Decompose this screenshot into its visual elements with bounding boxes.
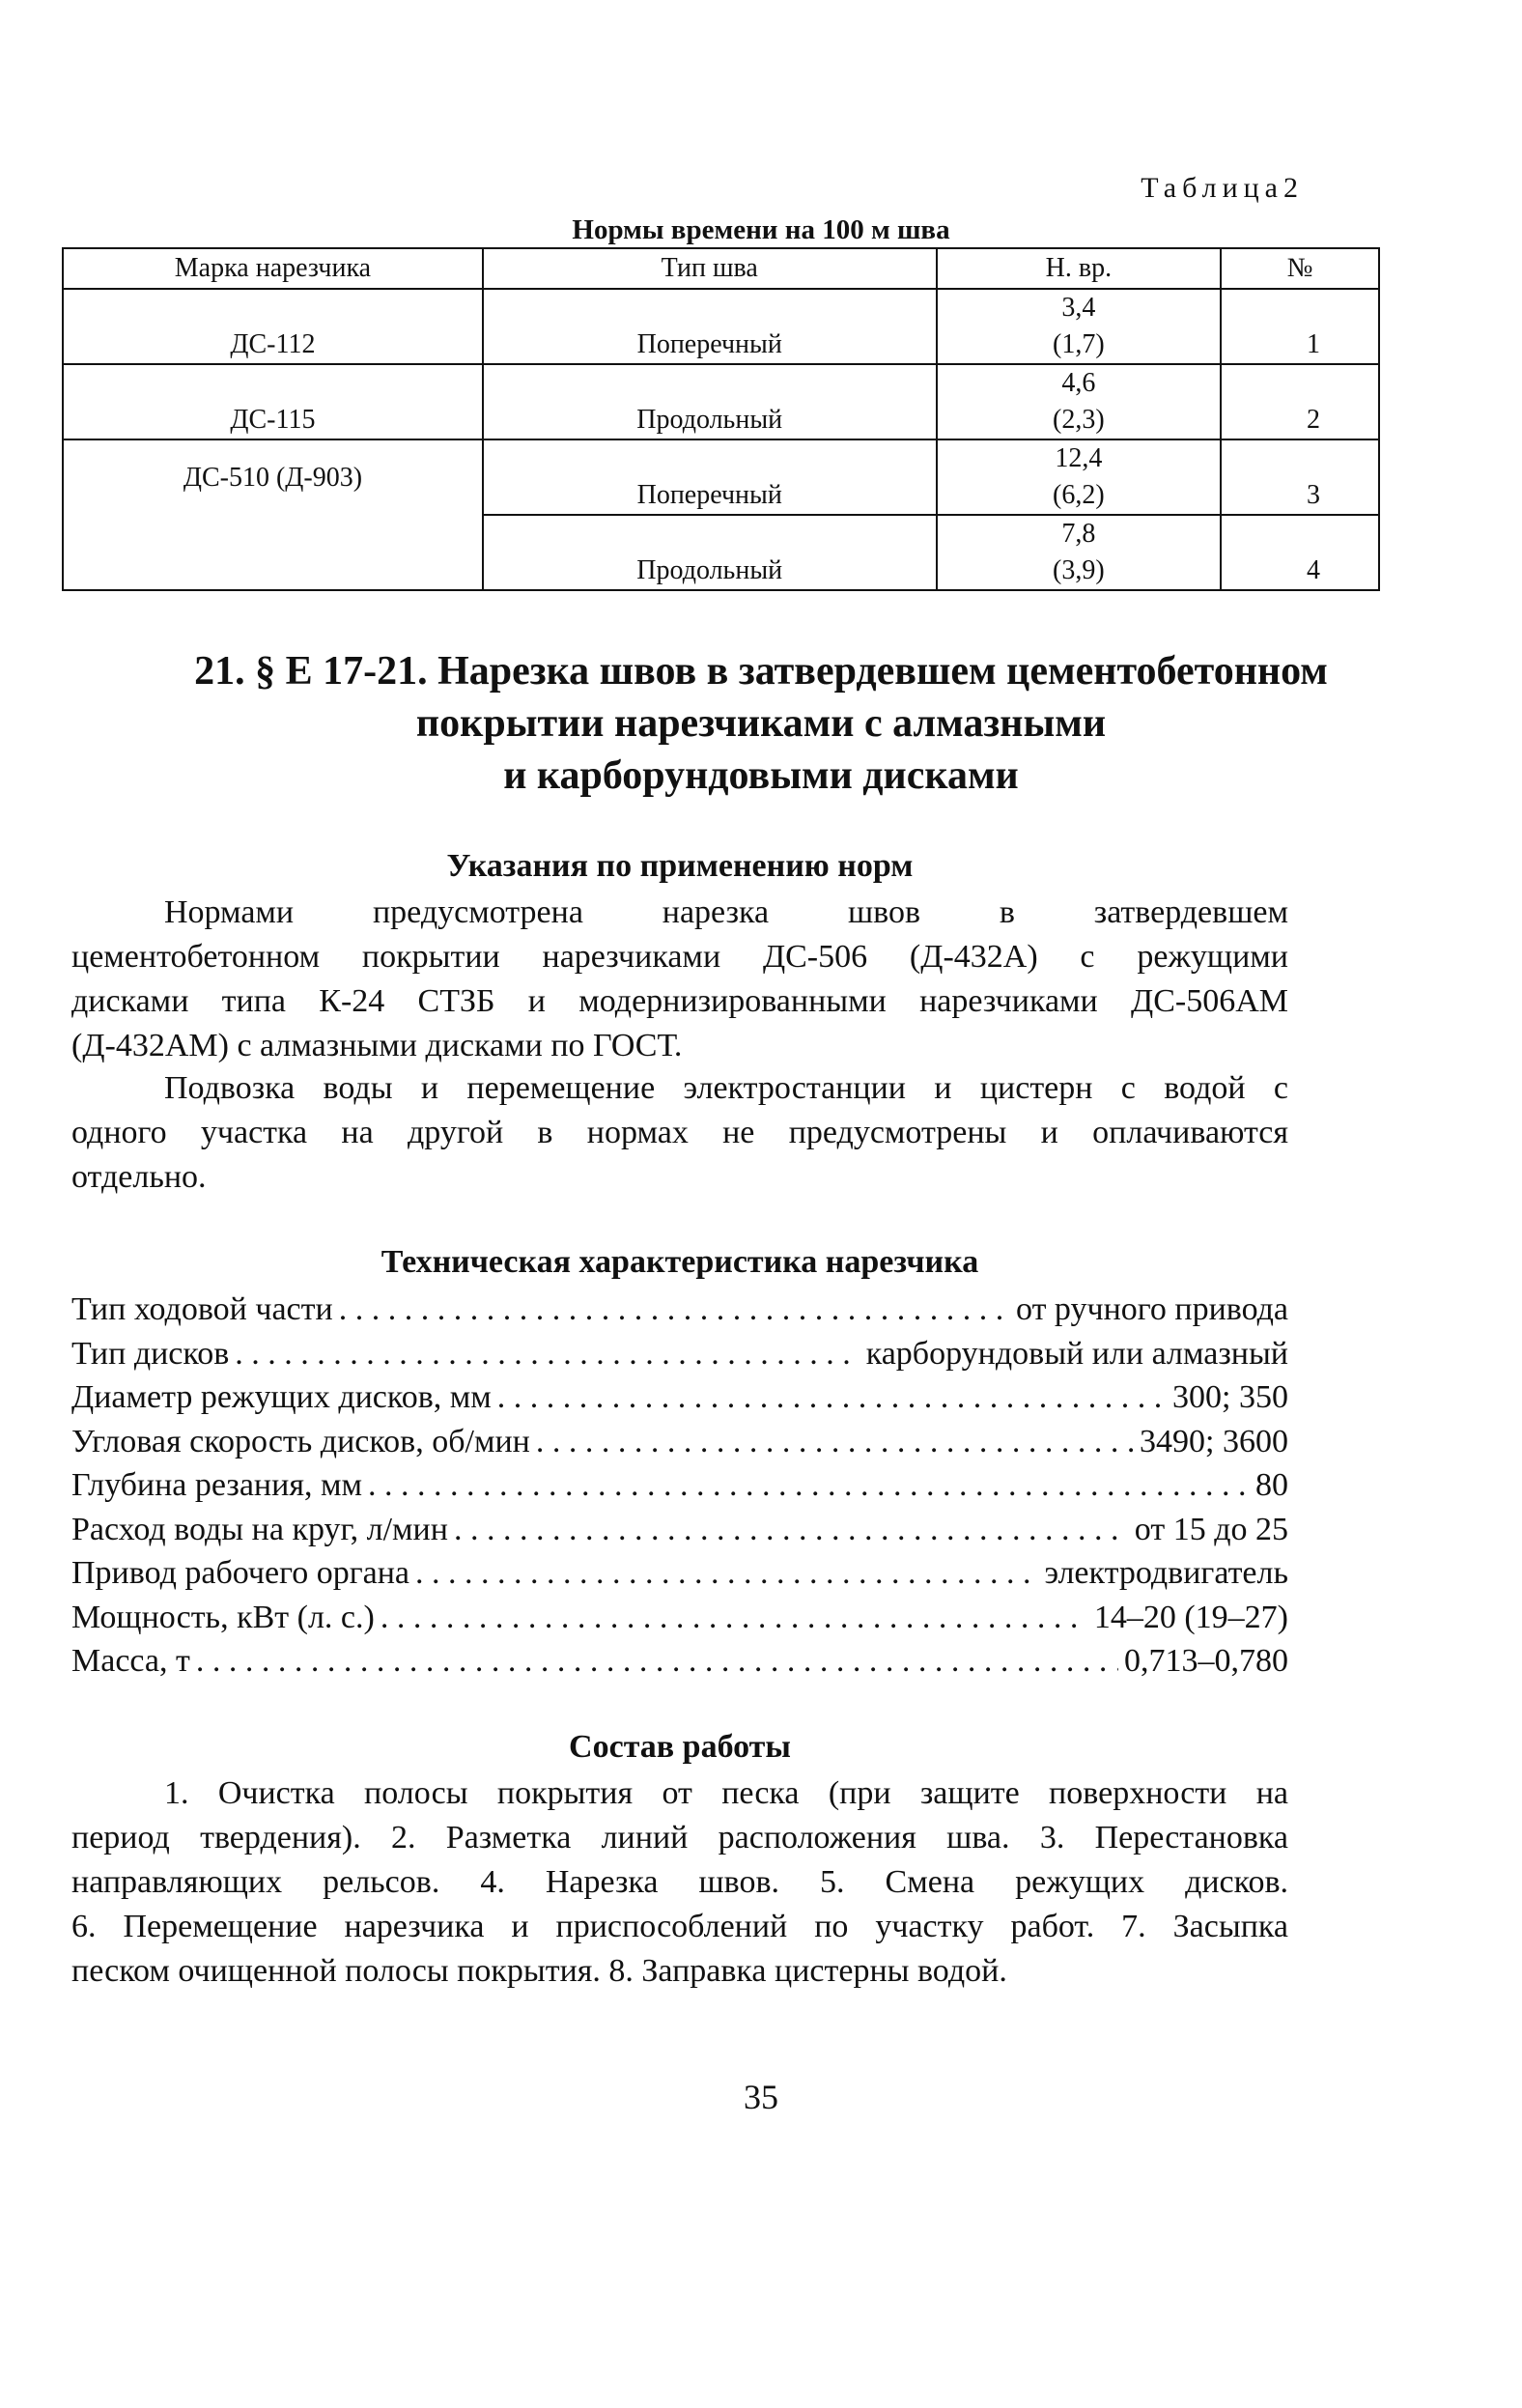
- leader-dots: [235, 1332, 860, 1376]
- spec-name: Угловая скорость дисков, об/мин: [71, 1423, 530, 1459]
- spec-value: 300; 350: [1172, 1379, 1288, 1415]
- paragraph-line: песком очищенной полосы покрытия. 8. Заправка цистерны водой.: [71, 1953, 1007, 1989]
- cell-seam-type: Продольный: [483, 515, 937, 590]
- spec-row: [71, 1551, 1288, 1596]
- specs-heading: Техническая характеристика нарезчика: [380, 1244, 979, 1280]
- time-norms-table: [62, 247, 1380, 591]
- spec-row: [71, 1463, 1288, 1508]
- spec-name: Масса, т: [71, 1643, 190, 1679]
- paragraph-line: дисками типа К-24 СТЗБ и модернизированными нарезчиками ДС-506АМ: [71, 983, 1288, 1019]
- cell-brand: ДС-510 (Д-903): [63, 439, 483, 590]
- leader-dots: [454, 1508, 1129, 1552]
- paragraph-line: цементобетонном покрытии нарезчиками ДС-506 (Д-432А) с режущими: [71, 939, 1288, 975]
- paragraph-line: (Д-432АМ) с алмазными дисками по ГОСТ.: [71, 1028, 683, 1063]
- header-seam-type: Тип шва: [483, 248, 937, 289]
- cell-norm: [937, 515, 1222, 590]
- guidance-paragraph-2: [71, 1066, 1288, 1200]
- spec-value: электродвигатель: [1044, 1555, 1288, 1591]
- spec-value: карборундовый или алмазный: [865, 1335, 1288, 1372]
- table-row: [63, 289, 1379, 364]
- header-brand: Марка нарезчика: [63, 248, 483, 289]
- section-title-line: 21. § Е 17-21. Нарезка швов в затвердевшем цементобетонном: [194, 649, 1328, 694]
- norm-paren-value: (1,7): [1053, 329, 1105, 359]
- cell-norm: [937, 289, 1222, 364]
- paragraph-line: 6. Перемещение нарезчика и приспособлений по участку работ. 7. Засыпка: [71, 1909, 1288, 1944]
- spec-row: [71, 1288, 1288, 1332]
- leader-dots: [536, 1420, 1134, 1464]
- leader-dots: [196, 1639, 1118, 1684]
- paragraph-line: Подвозка воды и перемещение электростанции и цистерн с водой с: [164, 1070, 1288, 1106]
- cell-brand: ДС-112: [63, 289, 483, 364]
- cell-seam-type: Продольный: [483, 364, 937, 439]
- norm-value: 4,6: [1061, 368, 1096, 398]
- spec-name: Привод рабочего органа: [71, 1555, 410, 1591]
- norm-paren-value: (2,3): [1053, 405, 1105, 435]
- spec-value: от ручного привода: [1016, 1291, 1288, 1327]
- paragraph-line: период твердения). 2. Разметка линий расположения шва. 3. Перестановка: [71, 1820, 1288, 1856]
- norm-paren-value: (6,2): [1053, 480, 1105, 510]
- cell-number: 1: [1221, 289, 1379, 364]
- spec-name: Мощность, кВт (л. с.): [71, 1599, 375, 1635]
- spec-name: Тип дисков: [71, 1335, 230, 1372]
- header-norm: Н. вр.: [937, 248, 1222, 289]
- specs-list: [71, 1288, 1288, 1684]
- spec-row: [71, 1508, 1288, 1552]
- spec-name: Тип ходовой части: [71, 1291, 333, 1327]
- cell-norm: [937, 439, 1222, 515]
- spec-row: [71, 1596, 1288, 1640]
- norm-value: 3,4: [1061, 293, 1096, 323]
- guidance-heading: Указания по применению норм: [446, 848, 914, 884]
- spec-row: [71, 1332, 1288, 1376]
- spec-name: Глубина резания, мм: [71, 1467, 362, 1503]
- paragraph-line: направляющих рельсов. 4. Нарезка швов. 5. Смена режущих дисков.: [71, 1864, 1288, 1900]
- work-heading: Состав работы: [569, 1729, 791, 1765]
- section-title-line: покрытии нарезчиками с алмазными: [415, 701, 1107, 746]
- leader-dots: [368, 1463, 1250, 1508]
- cell-seam-type: Поперечный: [483, 289, 937, 364]
- table-row: [63, 439, 1379, 515]
- spec-row: [71, 1639, 1288, 1684]
- leader-dots: [415, 1551, 1038, 1596]
- table-header-row: [63, 248, 1379, 289]
- spec-value: 14–20 (19–27): [1093, 1599, 1288, 1635]
- cell-number: 2: [1221, 364, 1379, 439]
- page-number: 35: [744, 2078, 778, 2116]
- paragraph-line: Нормами предусмотрена нарезка швов в затвердевшем: [164, 894, 1288, 930]
- guidance-paragraph-1: [71, 891, 1288, 1068]
- leader-dots: [339, 1288, 1010, 1332]
- spec-row: [71, 1420, 1288, 1464]
- header-number: №: [1221, 248, 1379, 289]
- cell-brand: ДС-115: [63, 364, 483, 439]
- work-paragraph: [71, 1771, 1288, 1994]
- leader-dots: [380, 1596, 1088, 1640]
- table-row: [63, 364, 1379, 439]
- table-title: Нормы времени на 100 м шва: [572, 214, 950, 245]
- cell-norm: [937, 364, 1222, 439]
- section-title-line: и карборундовыми дисками: [503, 753, 1019, 798]
- paragraph-line: 1. Очистка полосы покрытия от песка (при защите поверхности на: [164, 1775, 1288, 1811]
- paragraph-line: отдельно.: [71, 1159, 207, 1195]
- cell-number: 4: [1221, 515, 1379, 590]
- norm-value: 7,8: [1061, 519, 1096, 549]
- leader-dots: [497, 1375, 1167, 1420]
- spec-value: 0,713–0,780: [1124, 1643, 1288, 1679]
- section-title: [0, 645, 1522, 802]
- spec-name: Расход воды на круг, л/мин: [71, 1511, 448, 1547]
- spec-value: от 15 до 25: [1134, 1511, 1288, 1547]
- spec-value: 3490; 3600: [1140, 1423, 1288, 1459]
- spec-value: 80: [1255, 1467, 1288, 1503]
- spec-name: Диаметр режущих дисков, мм: [71, 1379, 492, 1415]
- cell-number: 3: [1221, 439, 1379, 515]
- spec-row: [71, 1375, 1288, 1420]
- norm-paren-value: (3,9): [1053, 555, 1105, 585]
- norm-value: 12,4: [1055, 443, 1103, 473]
- cell-seam-type: Поперечный: [483, 439, 937, 515]
- paragraph-line: одного участка на другой в нормах не предусмотрены и оплачиваются: [71, 1115, 1288, 1150]
- table-label: Таблица2: [1141, 172, 1304, 204]
